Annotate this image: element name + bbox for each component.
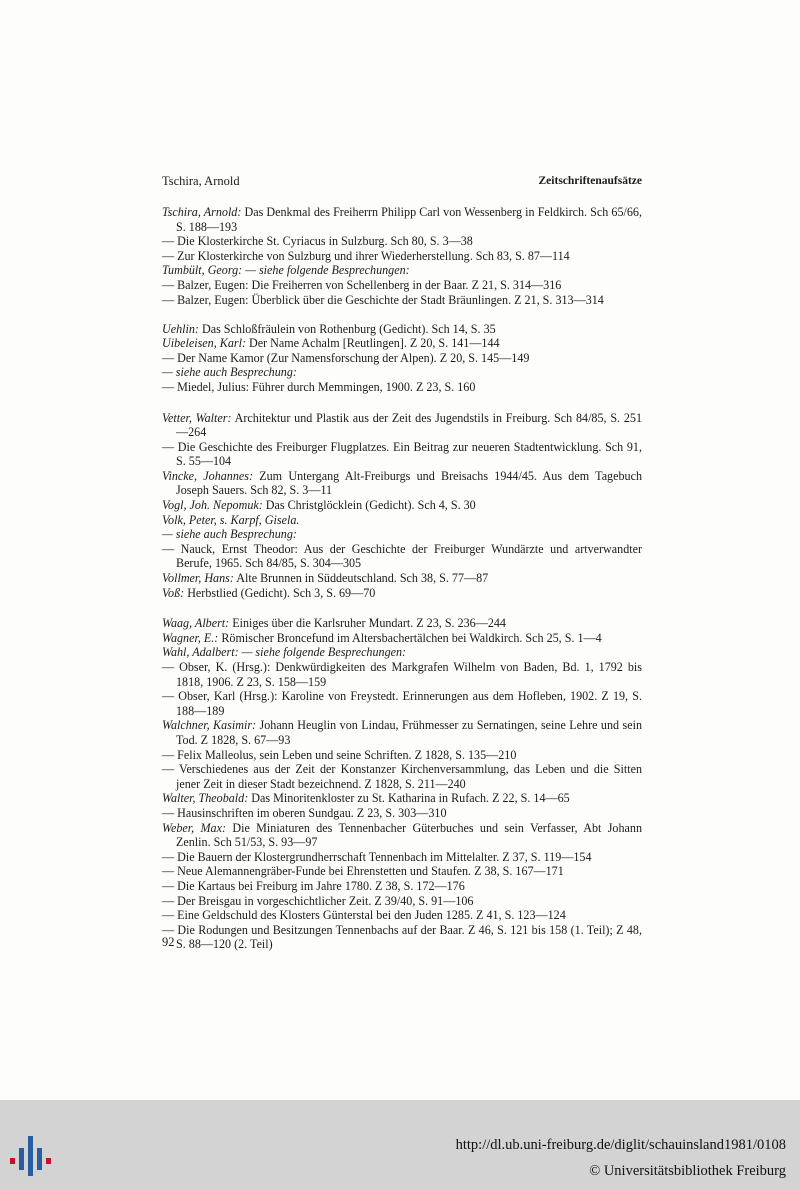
entry-gap bbox=[162, 395, 642, 411]
entry-text: Architektur und Plastik aus der Zeit des Jugendstils in Freiburg. Sch 84/85, S. 251—264 bbox=[176, 410, 642, 440]
bibliography-entry bbox=[162, 616, 642, 631]
bibliography-entry bbox=[162, 365, 642, 380]
entry-author: — siehe auch Besprechung: bbox=[162, 365, 297, 380]
bibliography-entry bbox=[162, 440, 642, 469]
entry-text: — Zur Klosterkirche von Sulzburg und ihrer Wiederherstellung. Sch 83, S. 87—114 bbox=[162, 248, 570, 263]
bibliography-entry bbox=[162, 821, 642, 850]
bibliography-entry bbox=[162, 660, 642, 689]
entry-author: Tschira, Arnold: bbox=[162, 205, 242, 219]
entry-author: Uibeleisen, Karl: bbox=[162, 336, 246, 351]
entry-text: — Miedel, Julius: Führer durch Memmingen, 1900. Z 23, S. 160 bbox=[162, 379, 476, 394]
bibliography-entry bbox=[162, 278, 642, 293]
entry-text: Herbstlied (Gedicht). Sch 3, S. 69—70 bbox=[184, 585, 376, 600]
running-head-section: Zeitschriftenaufsätze bbox=[538, 175, 642, 187]
entry-author: Wagner, E.: bbox=[162, 630, 219, 645]
entry-text: — Nauck, Ernst Theodor: Aus der Geschichte der Freiburger Wundärzte und artverwandter Berufe, 1965. Sch 84/85, S. 304—305 bbox=[162, 541, 642, 571]
bibliography-list bbox=[162, 205, 642, 952]
entry-text: — Der Breisgau in vorgeschichtlicher Zeit. Z 39/40, S. 91—106 bbox=[162, 893, 474, 908]
entry-author: Tumbült, Georg: — siehe folgende Besprechungen: bbox=[162, 263, 410, 278]
bibliography-entry bbox=[162, 411, 642, 440]
bibliography-entry bbox=[162, 586, 642, 601]
entry-author: Vetter, Walter: bbox=[162, 410, 232, 425]
bibliography-entry bbox=[162, 631, 642, 646]
bibliography-entry bbox=[162, 806, 642, 821]
bibliography-entry bbox=[162, 645, 642, 660]
entry-text: — Balzer, Eugen: Überblick über die Geschichte der Stadt Bräunlingen. Z 21, S. 313—314 bbox=[162, 292, 604, 307]
bibliography-entry bbox=[162, 542, 642, 571]
entry-text: Der Name Achalm [Reutlingen]. Z 20, S. 141—144 bbox=[245, 336, 500, 351]
entry-author: Weber, Max: bbox=[162, 820, 226, 835]
bibliography-entry bbox=[162, 205, 642, 234]
bibliography-entry bbox=[162, 908, 642, 923]
bibliography-entry bbox=[162, 718, 642, 747]
entry-text: Das Minoritenkloster zu St. Katharina in Rufach. Z 22, S. 14—65 bbox=[248, 791, 570, 806]
entry-author: Waag, Albert: bbox=[162, 616, 230, 631]
entry-text: Das Denkmal des Freiherrn Philipp Carl von Wessenberg in Feldkirch. Sch 65/66, S. 188—193 bbox=[176, 205, 642, 234]
bibliography-entry bbox=[162, 923, 642, 952]
bibliography-entry bbox=[162, 864, 642, 879]
entry-author: Walchner, Kasimir: bbox=[162, 718, 257, 733]
running-head-author: Tschira, Arnold bbox=[162, 174, 240, 188]
bibliography-entry bbox=[162, 762, 642, 791]
entry-text: — Balzer, Eugen: Die Freiherren von Schellenberg in der Baar. Z 21, S. 314—316 bbox=[162, 277, 562, 292]
entry-text: Einiges über die Karlsruher Mundart. Z 23, S. 236—244 bbox=[229, 616, 506, 631]
entry-gap bbox=[162, 600, 642, 616]
ub-freiburg-logo-icon bbox=[10, 1136, 52, 1176]
entry-author: Vincke, Johannes: bbox=[162, 468, 253, 483]
entry-author: Wahl, Adalbert: — siehe folgende Besprechungen: bbox=[162, 645, 407, 660]
bibliography-entry bbox=[162, 249, 642, 264]
bibliography-entry bbox=[162, 351, 642, 366]
entry-text: Alte Brunnen in Süddeutschland. Sch 38, S. 77—87 bbox=[233, 571, 489, 586]
bibliography-entry bbox=[162, 513, 642, 528]
bibliography-entry bbox=[162, 234, 642, 249]
bibliography-entry bbox=[162, 689, 642, 718]
entry-text: Römischer Broncefund im Altersbachertälchen bei Waldkirch. Sch 25, S. 1—4 bbox=[218, 630, 602, 645]
entry-author: Vollmer, Hans: bbox=[162, 571, 234, 586]
bibliography-entry bbox=[162, 380, 642, 395]
entry-author: Voß: bbox=[162, 585, 185, 600]
entry-text: — Hausinschriften im oberen Sundgau. Z 23, S. 303—310 bbox=[162, 805, 447, 820]
entry-author: Volk, Peter, s. Karpf, Gisela. bbox=[162, 512, 300, 527]
entry-text: Das Christglöcklein (Gedicht). Sch 4, S. 30 bbox=[262, 498, 476, 513]
bibliography-entry bbox=[162, 791, 642, 806]
entry-text: Die Miniaturen des Tennenbacher Güterbuches und sein Verfasser, Abt Johann Zenlin. Sch 51/53, S. 93—97 bbox=[176, 820, 642, 850]
entry-text: — Obser, K. (Hrsg.): Denkwürdigkeiten des Markgrafen Wilhelm von Baden, Bd. 1, 1792 bis 1818, 1906. Z 23, S. 158—159 bbox=[162, 660, 642, 689]
entry-text: Zum Untergang Alt-Freiburgs und Breisachs 1944/45. Aus dem Tagebuch Joseph Sauers. Sch 82, S. 3—11 bbox=[176, 468, 642, 498]
bibliography-entry bbox=[162, 879, 642, 894]
entry-text: — Die Geschichte des Freiburger Flugplatzes. Ein Beitrag zur neueren Stadtentwicklung. Sch 91, S. 55—104 bbox=[162, 439, 642, 469]
bibliography-entry bbox=[162, 571, 642, 586]
entry-gap bbox=[162, 307, 642, 321]
source-url-link[interactable]: http://dl.ub.uni-freiburg.de/diglit/schauinsland1981/0108 bbox=[455, 1137, 786, 1153]
entry-author: Walter, Theobald: bbox=[162, 791, 249, 806]
entry-author: Uehlin: bbox=[162, 321, 199, 336]
entry-text: — Die Kartaus bei Freiburg im Jahre 1780. Z 38, S. 172—176 bbox=[162, 878, 465, 893]
bibliography-entry bbox=[162, 748, 642, 763]
entry-text: — Der Name Kamor (Zur Namensforschung der Alpen). Z 20, S. 145—149 bbox=[162, 350, 530, 365]
bibliography-entry bbox=[162, 469, 642, 498]
entry-text: — Eine Geldschuld des Klosters Günterstal bei den Juden 1285. Z 41, S. 123—124 bbox=[162, 908, 566, 923]
bibliography-entry bbox=[162, 263, 642, 278]
entry-text: — Die Klosterkirche St. Cyriacus in Sulzburg. Sch 80, S. 3—38 bbox=[162, 234, 473, 249]
bibliography-entry bbox=[162, 850, 642, 865]
entry-text: — Felix Malleolus, sein Leben und seine Schriften. Z 1828, S. 135—210 bbox=[162, 747, 517, 762]
bibliography-entry bbox=[162, 498, 642, 513]
entry-text: — Verschiedenes aus der Zeit der Konstanzer Kirchenversammlung, das Leben und die Sitten jener Zeit in dieser Stadt bezeichnend. Z 1828, S. 211—240 bbox=[162, 762, 642, 791]
bibliography-entry bbox=[162, 293, 642, 308]
entry-author: — siehe auch Besprechung: bbox=[162, 527, 297, 542]
bibliography-entry bbox=[162, 527, 642, 542]
entry-text: Johann Heuglin von Lindau, Frühmesser zu Sernatingen, seine Lehre und sein Tod. Z 1828, S. 67—93 bbox=[176, 718, 643, 747]
entry-text: — Obser, Karl (Hrsg.): Karoline von Freystedt. Erinnerungen aus dem Hofleben, 1902. Z 19, S. 188—189 bbox=[162, 689, 642, 718]
bibliography-entry bbox=[162, 894, 642, 909]
bibliography-entry bbox=[162, 322, 642, 337]
entry-text: — Neue Alemannengräber-Funde bei Ehrenstetten und Staufen. Z 38, S. 167—171 bbox=[162, 864, 564, 879]
entry-text: — Die Rodungen und Besitzungen Tennenbachs auf der Baar. Z 46, S. 121 bis 158 (1. Teil); Z 48, S. 88—120 (2. Teil) bbox=[162, 922, 642, 952]
bibliography-entry bbox=[162, 336, 642, 351]
running-head bbox=[162, 173, 642, 189]
entry-text: — Die Bauern der Klostergrundherrschaft Tennenbach im Mittelalter. Z 37, S. 119—154 bbox=[162, 849, 592, 864]
page-number: 92 bbox=[162, 935, 175, 949]
entry-author: Vogl, Joh. Nepomuk: bbox=[162, 498, 263, 513]
copyright-notice: © Universitätsbibliothek Freiburg bbox=[589, 1163, 786, 1179]
entry-text: Das Schloßfräulein von Rothenburg (Gedicht). Sch 14, S. 35 bbox=[198, 321, 496, 336]
